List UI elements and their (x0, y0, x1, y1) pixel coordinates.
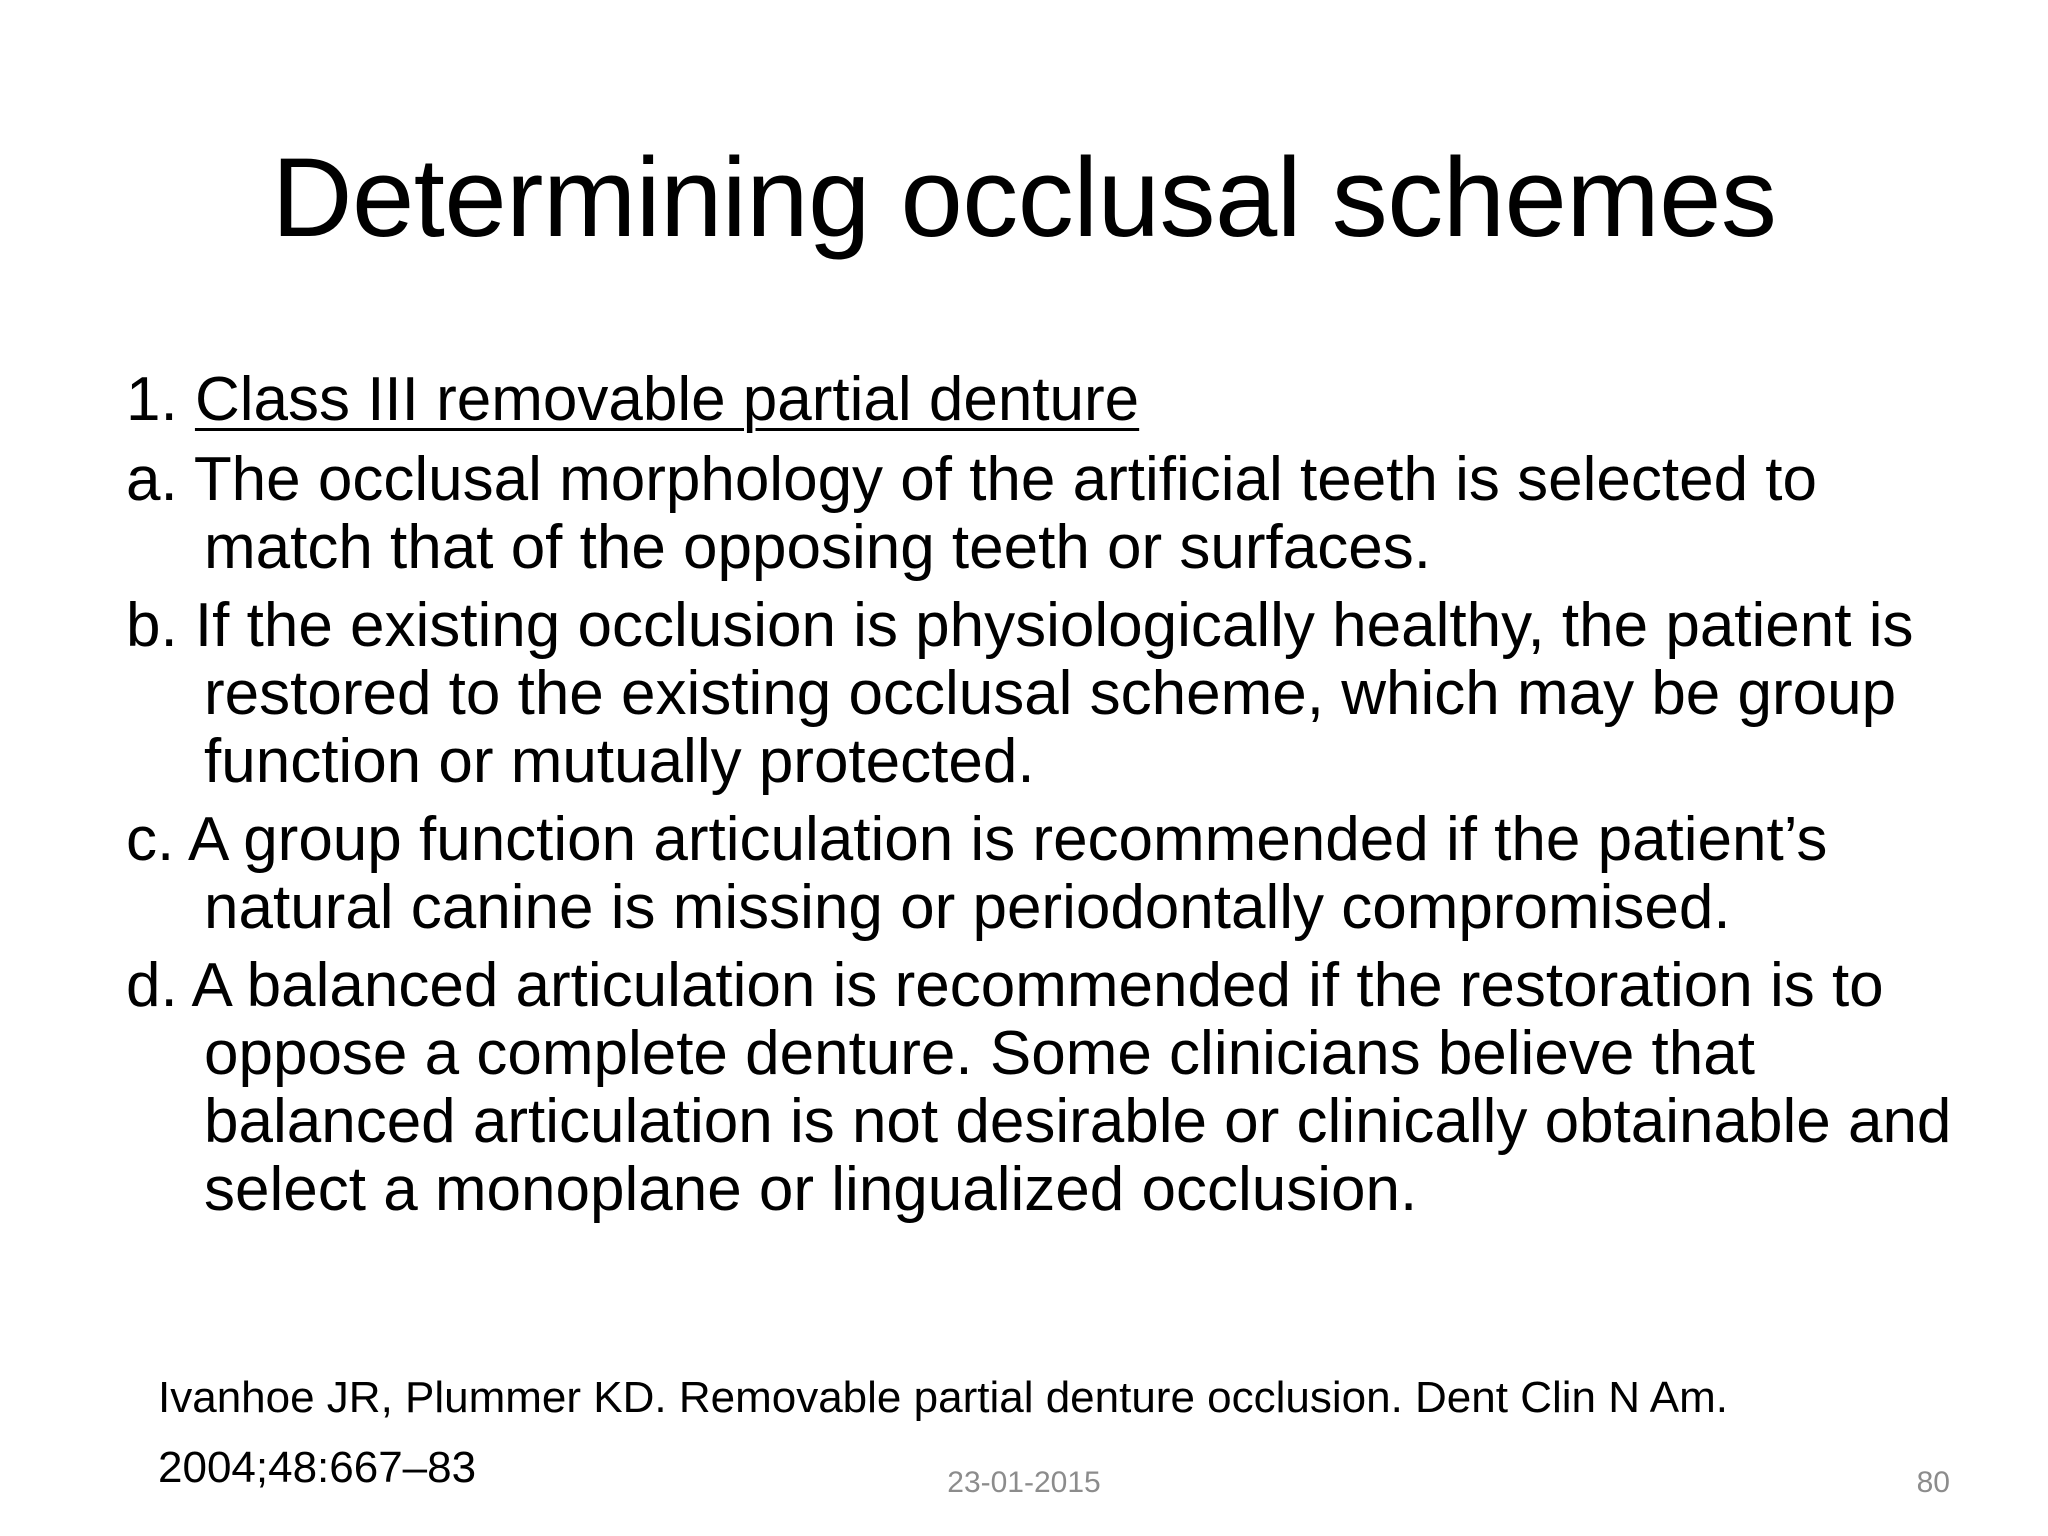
section-heading (126, 366, 1966, 434)
list-item-a: a. The occlusal morphology of the artificial teeth is selected to match that of the opposing teeth or surfaces. (126, 445, 1817, 582)
slide-body (126, 366, 1966, 1234)
page-number: 80 (1916, 1466, 1950, 1499)
list-item-c: c. A group function articulation is recommended if the patient’s natural canine is missing or periodontally compromised. (126, 805, 1828, 942)
section-heading-text: Class III removable partial denture (194, 365, 1140, 434)
list-item-d: d. A balanced articulation is recommended if the restoration is to oppose a complete denture. Some clinicians believe that balanced articulation is not desirable or clinically obtainable and select a monoplane or lingualized occlusion. (126, 951, 1952, 1224)
list-item-b: b. If the existing occlusion is physiologically healthy, the patient is restored to the existing occlusal scheme, which may be group function or mutually protected. (126, 591, 1914, 796)
section-number: 1. (126, 365, 195, 434)
reference-line-2: 2004;48:667–83 (158, 1443, 477, 1492)
slide-title: Determining occlusal schemes (271, 135, 1777, 260)
footer-date: 23-01-2015 (947, 1466, 1101, 1499)
reference-line-1: Ivanhoe JR, Plummer KD. Removable partial denture occlusion. Dent Clin N Am. (158, 1373, 1729, 1422)
